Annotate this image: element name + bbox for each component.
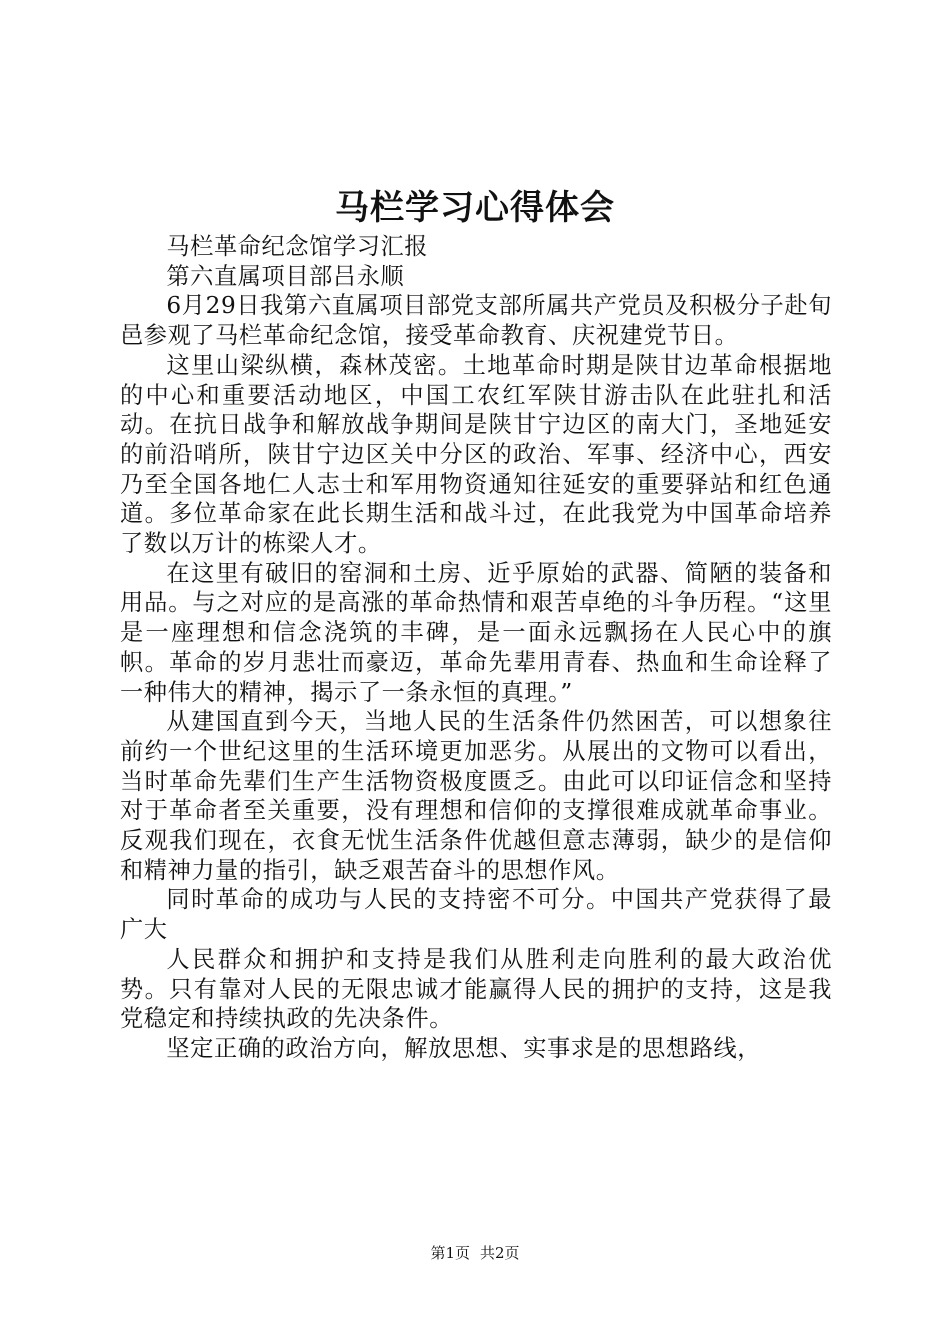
paragraph-author: 第六直属项目部吕永顺	[166, 262, 405, 290]
paragraph-heading: 马栏革命纪念馆学习汇报	[166, 233, 429, 260]
document-title: 马栏学习心得体会	[335, 188, 615, 228]
page-total: 共2页	[480, 1244, 520, 1262]
paragraph: 同时革命的成功与人民的支持密不可分。中国共产党获得了最广大	[120, 886, 832, 944]
paragraph: 在这里有破旧的窑洞和土房、近乎原始的武器、简陋的装备和用品。与之对应的是高涨的革命热情和艰苦卓绝的斗争历程。“这里是一座理想和信念浇筑的丰碑，是一面永远飘扬在人民心中的旗帜。革命的岁月悲壮而豪迈，革命先辈用青春、热血和生命诠释了一种伟大的精神，揭示了一条永恒的真理。”	[120, 559, 832, 706]
page-footer	[0, 1243, 950, 1263]
paragraph: 从建国直到今天，当地人民的生活条件仍然困苦，可以想象往前约一个世纪这里的生活环境更加恶劣。从展出的文物可以看出，当时革命先辈们生产生活物资极度匮乏。由此可以印证信念和坚持对于革命者至关重要，没有理想和信仰的支撑很难成就革命事业。反观我们现在，衣食无忧生活条件优越但意志薄弱，缺少的是信仰和精神力量的指引，缺乏艰苦奋斗的思想作风。	[120, 708, 832, 884]
paragraph: 这里山梁纵横，森林茂密。土地革命时期是陕甘边革命根据地的中心和重要活动地区，中国工农红军陕甘游击队在此驻扎和活动。在抗日战争和解放战争期间是陕甘宁边区的南大门，圣地延安的前沿哨所，陕甘宁边区关中分区的政治、军事、经济中心，西安乃至全国各地仁人志士和军用物资通知往延安的重要驿站和红色通道。多位革命家在此长期生活和战斗过，在此我党为中国革命培养了数以万计的栋梁人才。	[120, 351, 832, 558]
paragraph: 6月29日我第六直属项目部党支部所属共产党员及积极分子赴旬邑参观了马栏革命纪念馆，接受革命教育、庆祝建党节日。	[120, 292, 832, 350]
paragraph: 坚定正确的政治方向，解放思想、实事求是的思想路线，	[166, 1034, 762, 1062]
page-number: 第1页	[430, 1244, 470, 1262]
paragraph: 人民群众和拥护和支持是我们从胜利走向胜利的最大政治优势。只有靠对人民的无限忠诚才能赢得人民的拥护的支持，这是我党稳定和持续执政的先决条件。	[120, 945, 832, 1033]
document-body	[120, 232, 832, 1064]
